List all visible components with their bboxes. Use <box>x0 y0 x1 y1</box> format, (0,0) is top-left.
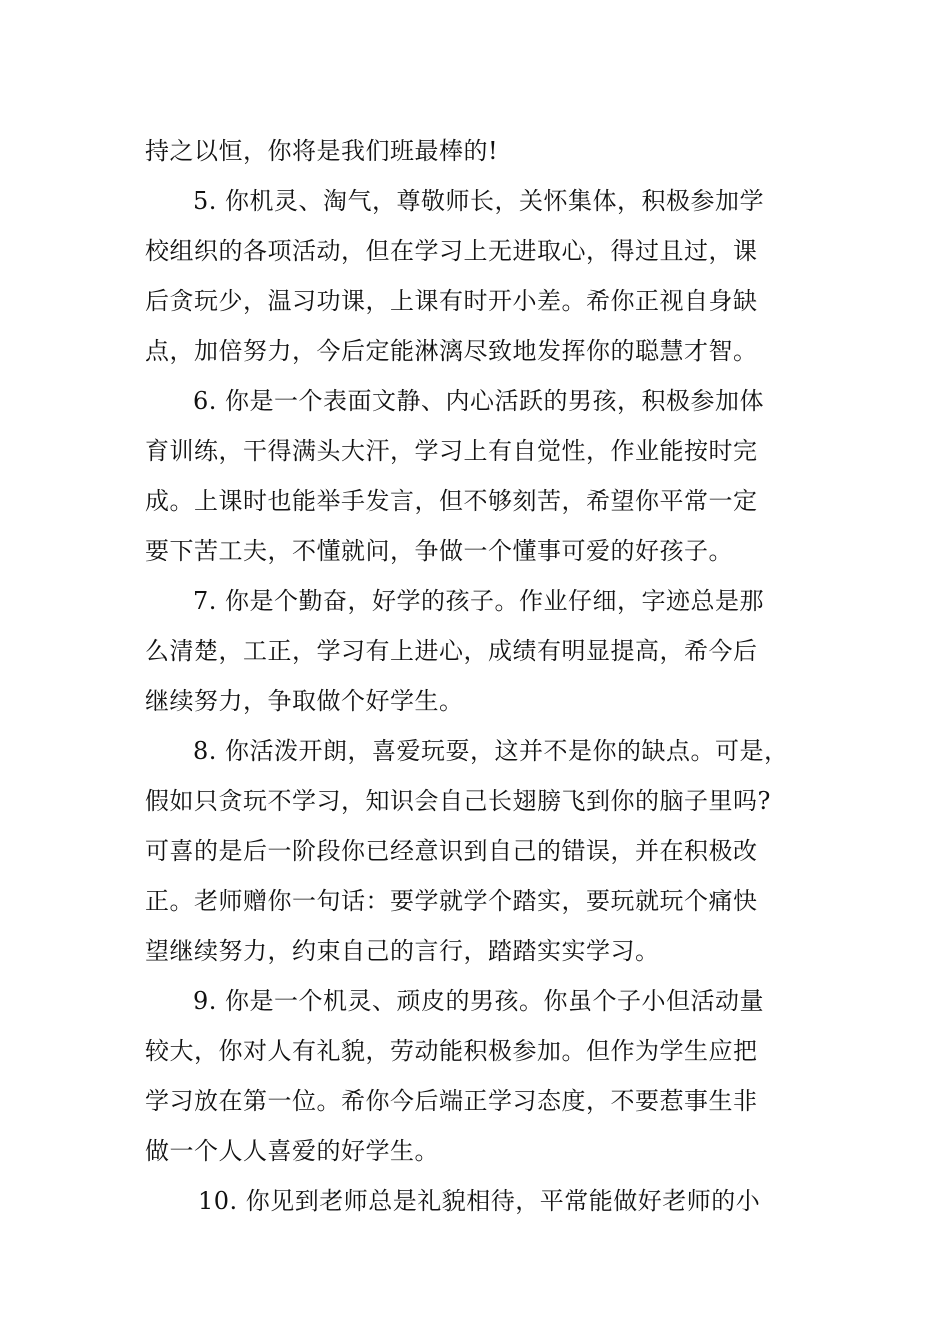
item-5-first-line: 5. 你机灵、淘气，尊敬师长，关怀集体，积极参加学 <box>193 187 765 215</box>
text-line: 校组织的各项活动，但在学习上无进取心，得过且过，课 <box>145 237 758 265</box>
text-line: 较大，你对人有礼貌，劳动能积极参加。但作为学生应把 <box>145 1037 758 1065</box>
text-line: 要下苦工夫，不懂就问，争做一个懂事可爱的好孩子。 <box>145 537 733 565</box>
text-line: 育训练，干得满头大汗，学习上有自觉性，作业能按时完 <box>145 437 758 465</box>
text-line: 点，加倍努力，今后定能淋漓尽致地发挥你的聪慧才智。 <box>145 337 758 365</box>
text-line: 学习放在第一位。希你今后端正学习态度，不要惹事生非 <box>145 1087 758 1115</box>
text-line: 正。老师赠你一句话：要学就学个踏实，要玩就玩个痛快 <box>145 887 758 915</box>
text-line: 持之以恒，你将是我们班最棒的! <box>145 137 499 165</box>
text-line: 可喜的是后一阶段你已经意识到自己的错误，并在积极改 <box>145 837 758 865</box>
text-line: 继续努力，争取做个好学生。 <box>145 687 464 715</box>
item-7-first-line: 7. 你是个勤奋，好学的孩子。作业仔细，字迹总是那 <box>193 587 765 615</box>
item-8-first-line: 8. 你活泼开朗，喜爱玩耍，这并不是你的缺点。可是， <box>193 737 789 765</box>
item-10-first-line: 10. 你见到老师总是礼貌相待，平常能做好老师的小 <box>198 1187 761 1215</box>
text-line: 望继续努力，约束自己的言行，踏踏实实学习。 <box>145 937 660 965</box>
text-line: 假如只贪玩不学习，知识会自己长翅膀飞到你的脑子里吗? <box>145 787 771 815</box>
text-line: 做一个人人喜爱的好学生。 <box>145 1137 439 1165</box>
text-line: 成。上课时也能举手发言，但不够刻苦，希望你平常一定 <box>145 487 758 515</box>
text-line: 么清楚，工正，学习有上进心，成绩有明显提高，希今后 <box>145 637 758 665</box>
item-9-first-line: 9. 你是一个机灵、顽皮的男孩。你虽个子小但活动量 <box>193 987 765 1015</box>
item-6-first-line: 6. 你是一个表面文静、内心活跃的男孩，积极参加体 <box>193 387 765 415</box>
text-line: 后贪玩少，温习功课，上课有时开小差。希你正视自身缺 <box>145 287 758 315</box>
